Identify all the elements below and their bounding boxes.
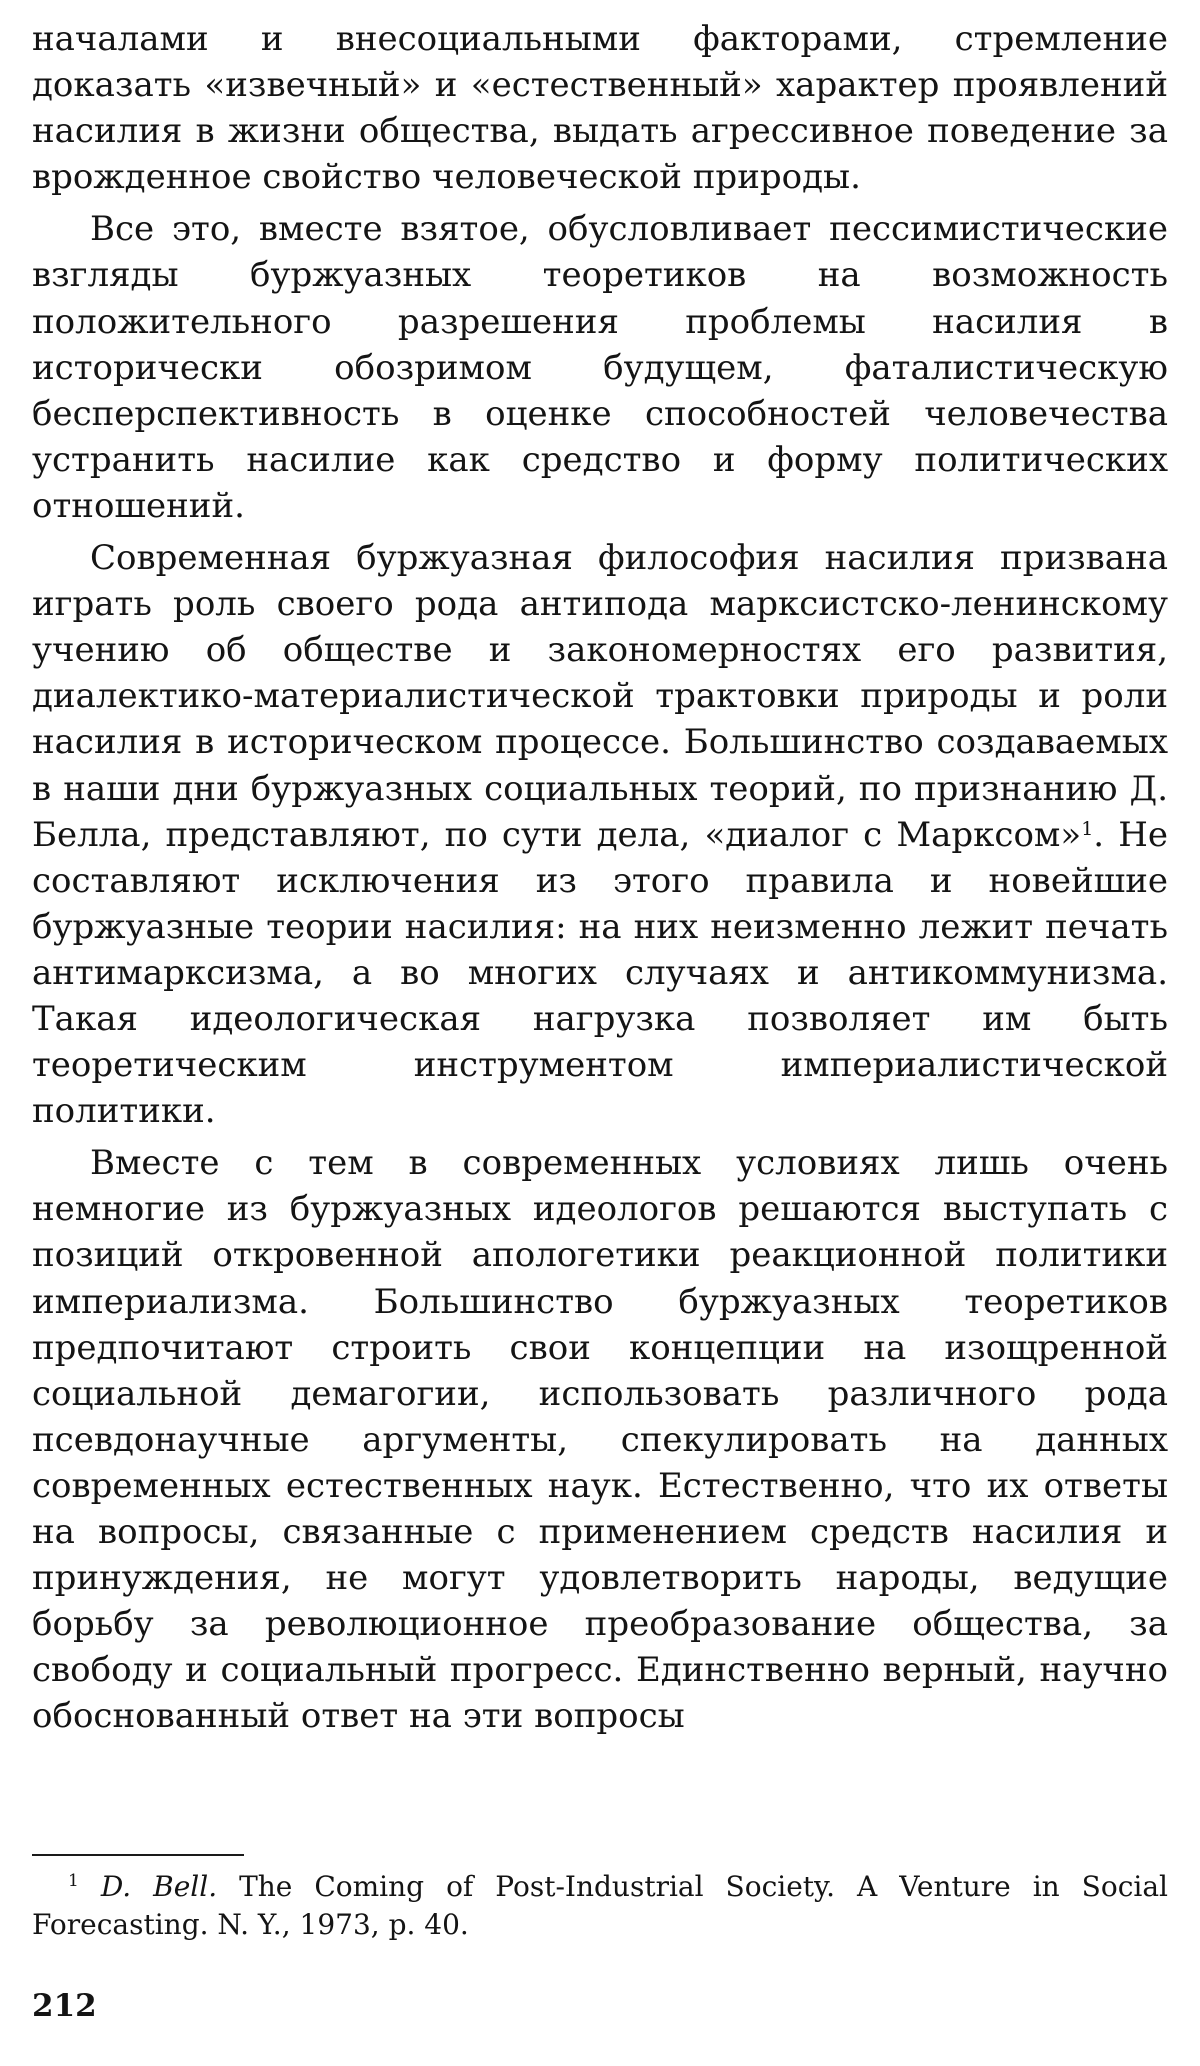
page-number: 212	[32, 1988, 97, 2024]
paragraph-3-text-before-note: Современная буржуазная философия насилия призвана играть роль своего рода антипода марксистско-ленинскому учению об обществе и закономерностях его развития, диалектико-материалистической трактовки природы и роли насилия в историческом процессе. Большинство создаваемых в наши дни буржуазных социальных теорий, по признанию Д. Белла, представляют, по сути дела, «диалог с Марксом»	[32, 538, 1168, 855]
paragraph-1: началами и внесоциальными факторами, стремление доказать «извечный» и «естественный» характер проявлений насилия в жизни общества, выдать агрессивное поведение за врожденное свойство человеческой природы.	[32, 19, 1168, 198]
footnote-text: The Coming of Post-Industrial Society. A Venture in Social Forecasting. N. Y., 1973, p. 40.	[32, 1870, 1168, 1941]
footnote-reference: 1	[1081, 818, 1094, 841]
paragraph-4: Вместе с тем в современных условиях лишь очень немногие из буржуазных идеологов решаются выступать с позиций откровенной апологетики реакционной политики империализма. Большинство буржуазных теоретиков предпочитают строить свои концепции на изощренной социальной демагогии, использовать различного рода псевдонаучные аргументы, спекулировать на данных современных естественных наук. Естественно, что их ответы на вопросы, связанные с применением средств насилия и принуждения, не могут удовлетворить народы, ведущие борьбу за революционное преобразование общества, за свободу и социальный прогресс. Единственно верный, научно обоснованный ответ на эти вопросы	[32, 1143, 1168, 1737]
footnote	[32, 1868, 1168, 1944]
footnote-author: D. Bell.	[100, 1870, 218, 1903]
paragraph-2: Все это, вместе взятое, обусловливает пессимистические взгляды буржуазных теоретиков на возможность положительного разрешения проблемы насилия в исторически обозримом будущем, фаталистическую бесперспективность в оценке способностей человечества устранить насилие как средство и форму политических отношений.	[32, 209, 1168, 526]
footnote-divider	[32, 1854, 244, 1856]
paragraph-3-text-after-note: . Не составляют исключения из этого правила и новейшие буржуазные теории насилия: на них неизменно лежит печать антимарксизма, а во многих случаях и антикоммунизма. Такая идеологическая нагрузка позволяет им быть теоретическим инструментом империалистической политики.	[32, 814, 1168, 1132]
paragraph-3	[32, 535, 1168, 1134]
main-text	[32, 16, 1168, 1739]
footnote-mark: 1	[68, 1870, 79, 1891]
book-page	[32, 0, 1168, 2066]
